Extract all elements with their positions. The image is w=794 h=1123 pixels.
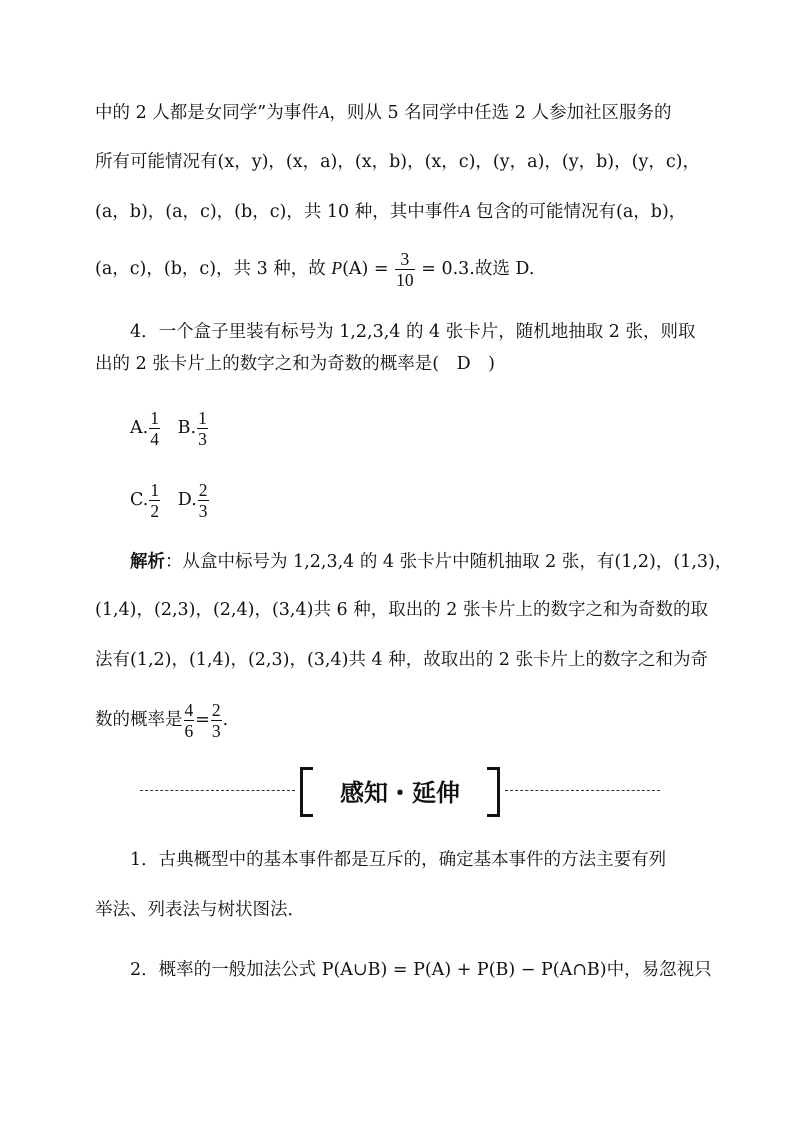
denominator: 3 [198,501,208,522]
numerator: 1 [150,408,159,428]
denominator: 3 [211,721,221,742]
var-P: P [331,258,343,279]
denominator: 6 [184,721,194,742]
text: 4．一个盒子里装有标号为 1,2,3,4 的 4 张卡片，随机地抽取 2 张，则取 [130,322,696,342]
solution-line4 [95,700,228,741]
text: 2．概率的一般加法公式 P(A∪B) = P(A) + P(B) − P(A∩B)中，易忽视只 [130,960,712,980]
solution-line1 [130,550,732,574]
text: (1,4)，(2,3)，(2,4)，(3,4)共 6 种，取出的 2 张卡片上的数字之和为奇数的取 [95,600,708,620]
text: 举法、列表法与树状图法． [95,900,305,920]
solution-line2 [95,598,708,622]
section-title: 感知・延伸 [340,778,460,807]
options-row-2 [130,480,210,521]
text: 出的 2 张卡片上的数字之和为奇数的概率是( D ) [95,354,495,374]
numerator: 1 [198,408,207,428]
period: . [222,710,229,731]
equals-sign: = [195,710,210,731]
para1-line2 [95,150,700,174]
text: 包含的可能情况有(a，b)， [470,202,687,222]
text: 数的概率是 [95,710,183,731]
para1-line1 [95,100,671,125]
text: ，则从 5 名同学中任选 2 人参加社区服务的 [329,103,672,123]
question-4-line2 [95,352,495,376]
text: = 0.3.故选 D. [415,259,535,280]
dashed-rule-right [505,790,660,791]
para1-line4 [95,249,534,290]
text: ：从盒中标号为 1,2,3,4 的 4 张卡片中随机抽取 2 张，有(1,2)，(1,3)， [165,552,733,572]
denominator: 3 [198,429,207,450]
fraction-3-10 [395,249,415,290]
option-b-label: B. [177,418,197,439]
note-1-line2 [95,898,305,922]
text: 中的 2 人都是女同学”为事件 [95,103,319,123]
bracket-right-icon [487,767,500,817]
numerator: 1 [150,480,160,500]
text: 所有可能情况有(x，y)，(x，a)，(x，b)，(x，c)，(y，a)，(y，b)，(y，c)， [95,152,700,172]
option-a-label: A. [130,418,149,439]
text: 法有(1,2)，(1,4)，(2,3)，(3,4)共 4 种，故取出的 2 张卡片上的数字之和为奇 [95,650,708,670]
denominator: 4 [150,429,159,450]
note-2-line1 [130,958,712,982]
text: 1．古典概型中的基本事件都是互斥的，确定基本事件的方法主要有列 [130,850,667,870]
solution-line3 [95,648,708,672]
option-d-fraction [198,480,209,521]
fraction-2-3 [211,700,222,741]
options-row-1 [130,408,209,449]
text: (A) = [342,259,395,280]
denominator: 10 [396,270,414,291]
numerator: 4 [184,700,194,720]
option-a-fraction [149,408,160,449]
solution-label: 解析 [130,552,165,572]
option-c-fraction [149,480,160,521]
section-banner [300,765,500,815]
bracket-left-icon [300,767,313,817]
denominator: 2 [150,501,160,522]
para1-line3 [95,199,686,224]
note-1-line1 [130,848,666,872]
fraction-4-6 [184,700,195,741]
option-b-fraction [197,408,208,449]
text: (a，b)，(a，c)，(b，c)，共 10 种，其中事件 [95,202,460,222]
question-4-line1 [130,320,696,344]
numerator: 2 [211,700,221,720]
numerator: 3 [395,249,415,270]
var-A: A [459,201,471,221]
option-c-label: C. [130,490,149,511]
numerator: 2 [198,480,208,500]
section-divider [140,765,660,815]
dashed-rule-left [140,790,295,791]
text: (a，c)，(b，c)，共 3 种，故 [95,259,332,280]
option-d-label: D. [177,490,197,511]
var-A: A [318,102,330,122]
